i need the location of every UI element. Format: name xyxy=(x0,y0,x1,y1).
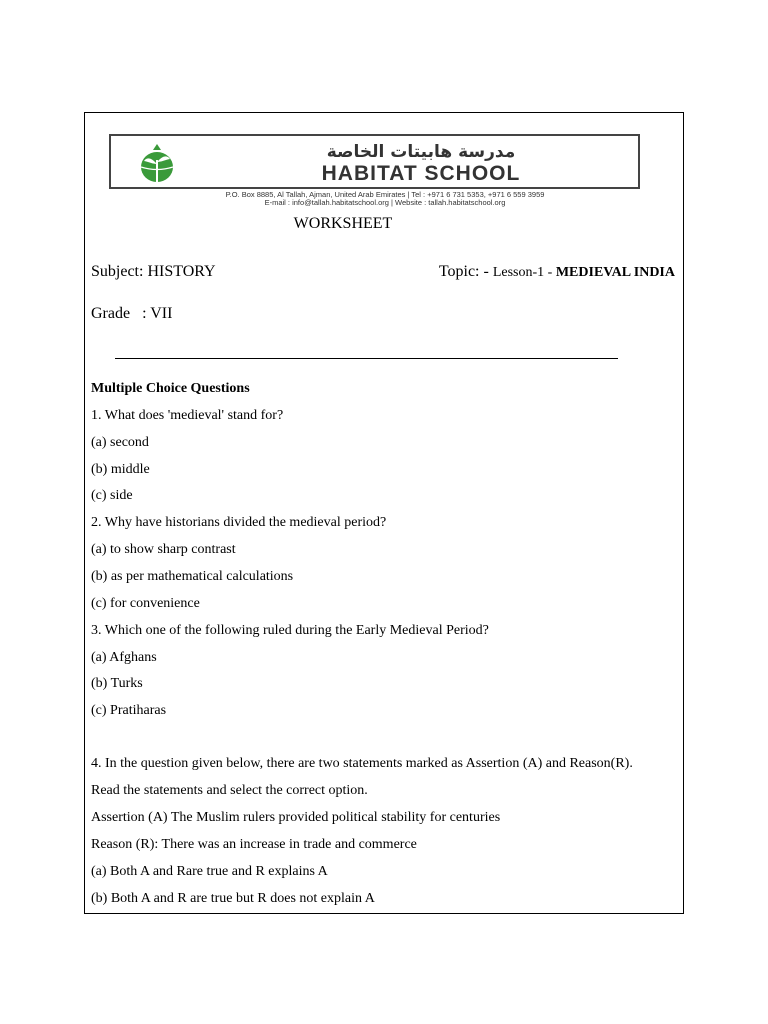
topic-lesson: Lesson-1 - xyxy=(492,265,556,280)
option: (a) second xyxy=(91,435,149,450)
option: (b) as per mathematical calculations xyxy=(91,569,294,584)
divider xyxy=(115,358,618,359)
option: (b) Both A and R are true but R does not explain A xyxy=(91,891,375,906)
option: (a) Afghans xyxy=(91,650,157,665)
question-2: 2. Why have historians divided the medieval period? xyxy=(91,515,387,530)
option: (c) Pratiharas xyxy=(91,703,167,718)
school-name: HABITAT SCHOOL xyxy=(321,162,521,185)
worksheet-page xyxy=(84,112,684,914)
grade-label: Grade : VII xyxy=(91,305,173,322)
question-4: 4. In the question given below, there are two statements marked as Assertion (A) and Reason(R). xyxy=(91,756,633,771)
assertion: Assertion (A) The Muslim rulers provided political stability for centuries xyxy=(91,810,501,825)
school-letterhead xyxy=(109,134,640,189)
contact-line: E-mail : info@tallah.habitatschool.org | Website : tallah.habitatschool.org xyxy=(264,198,506,207)
reason: Reason (R): There was an increase in trade and commerce xyxy=(91,837,417,852)
option: (b) middle xyxy=(91,462,150,477)
option: (b) Turks xyxy=(91,676,143,691)
topic-prefix: Topic: - xyxy=(438,263,493,280)
section-heading: Multiple Choice Questions xyxy=(91,381,250,396)
address-line: P.O. Box 8885, Al Tallah, Ajman, United Arab Emirates | Tel : +971 6 731 5353, +971 6 559 3959 xyxy=(225,190,545,199)
option: (a) to show sharp contrast xyxy=(91,542,236,557)
globe-plant-icon xyxy=(138,142,176,184)
school-name-arabic: مدرسة هابيتات الخاصة xyxy=(326,142,516,162)
topic-label xyxy=(439,263,675,281)
option: (c) side xyxy=(91,488,133,503)
question-1: 1. What does 'medieval' stand for? xyxy=(91,408,284,423)
topic-name: MEDIEVAL INDIA xyxy=(555,265,675,280)
question-3: 3. Which one of the following ruled during the Early Medieval Period? xyxy=(91,623,489,638)
subject-label: Subject: HISTORY xyxy=(91,263,216,280)
worksheet-title: WORKSHEET xyxy=(293,215,393,232)
option: (c) for convenience xyxy=(91,596,200,611)
instruction: Read the statements and select the correct option. xyxy=(91,783,368,798)
option: (a) Both A and Rare true and R explains A xyxy=(91,864,328,879)
